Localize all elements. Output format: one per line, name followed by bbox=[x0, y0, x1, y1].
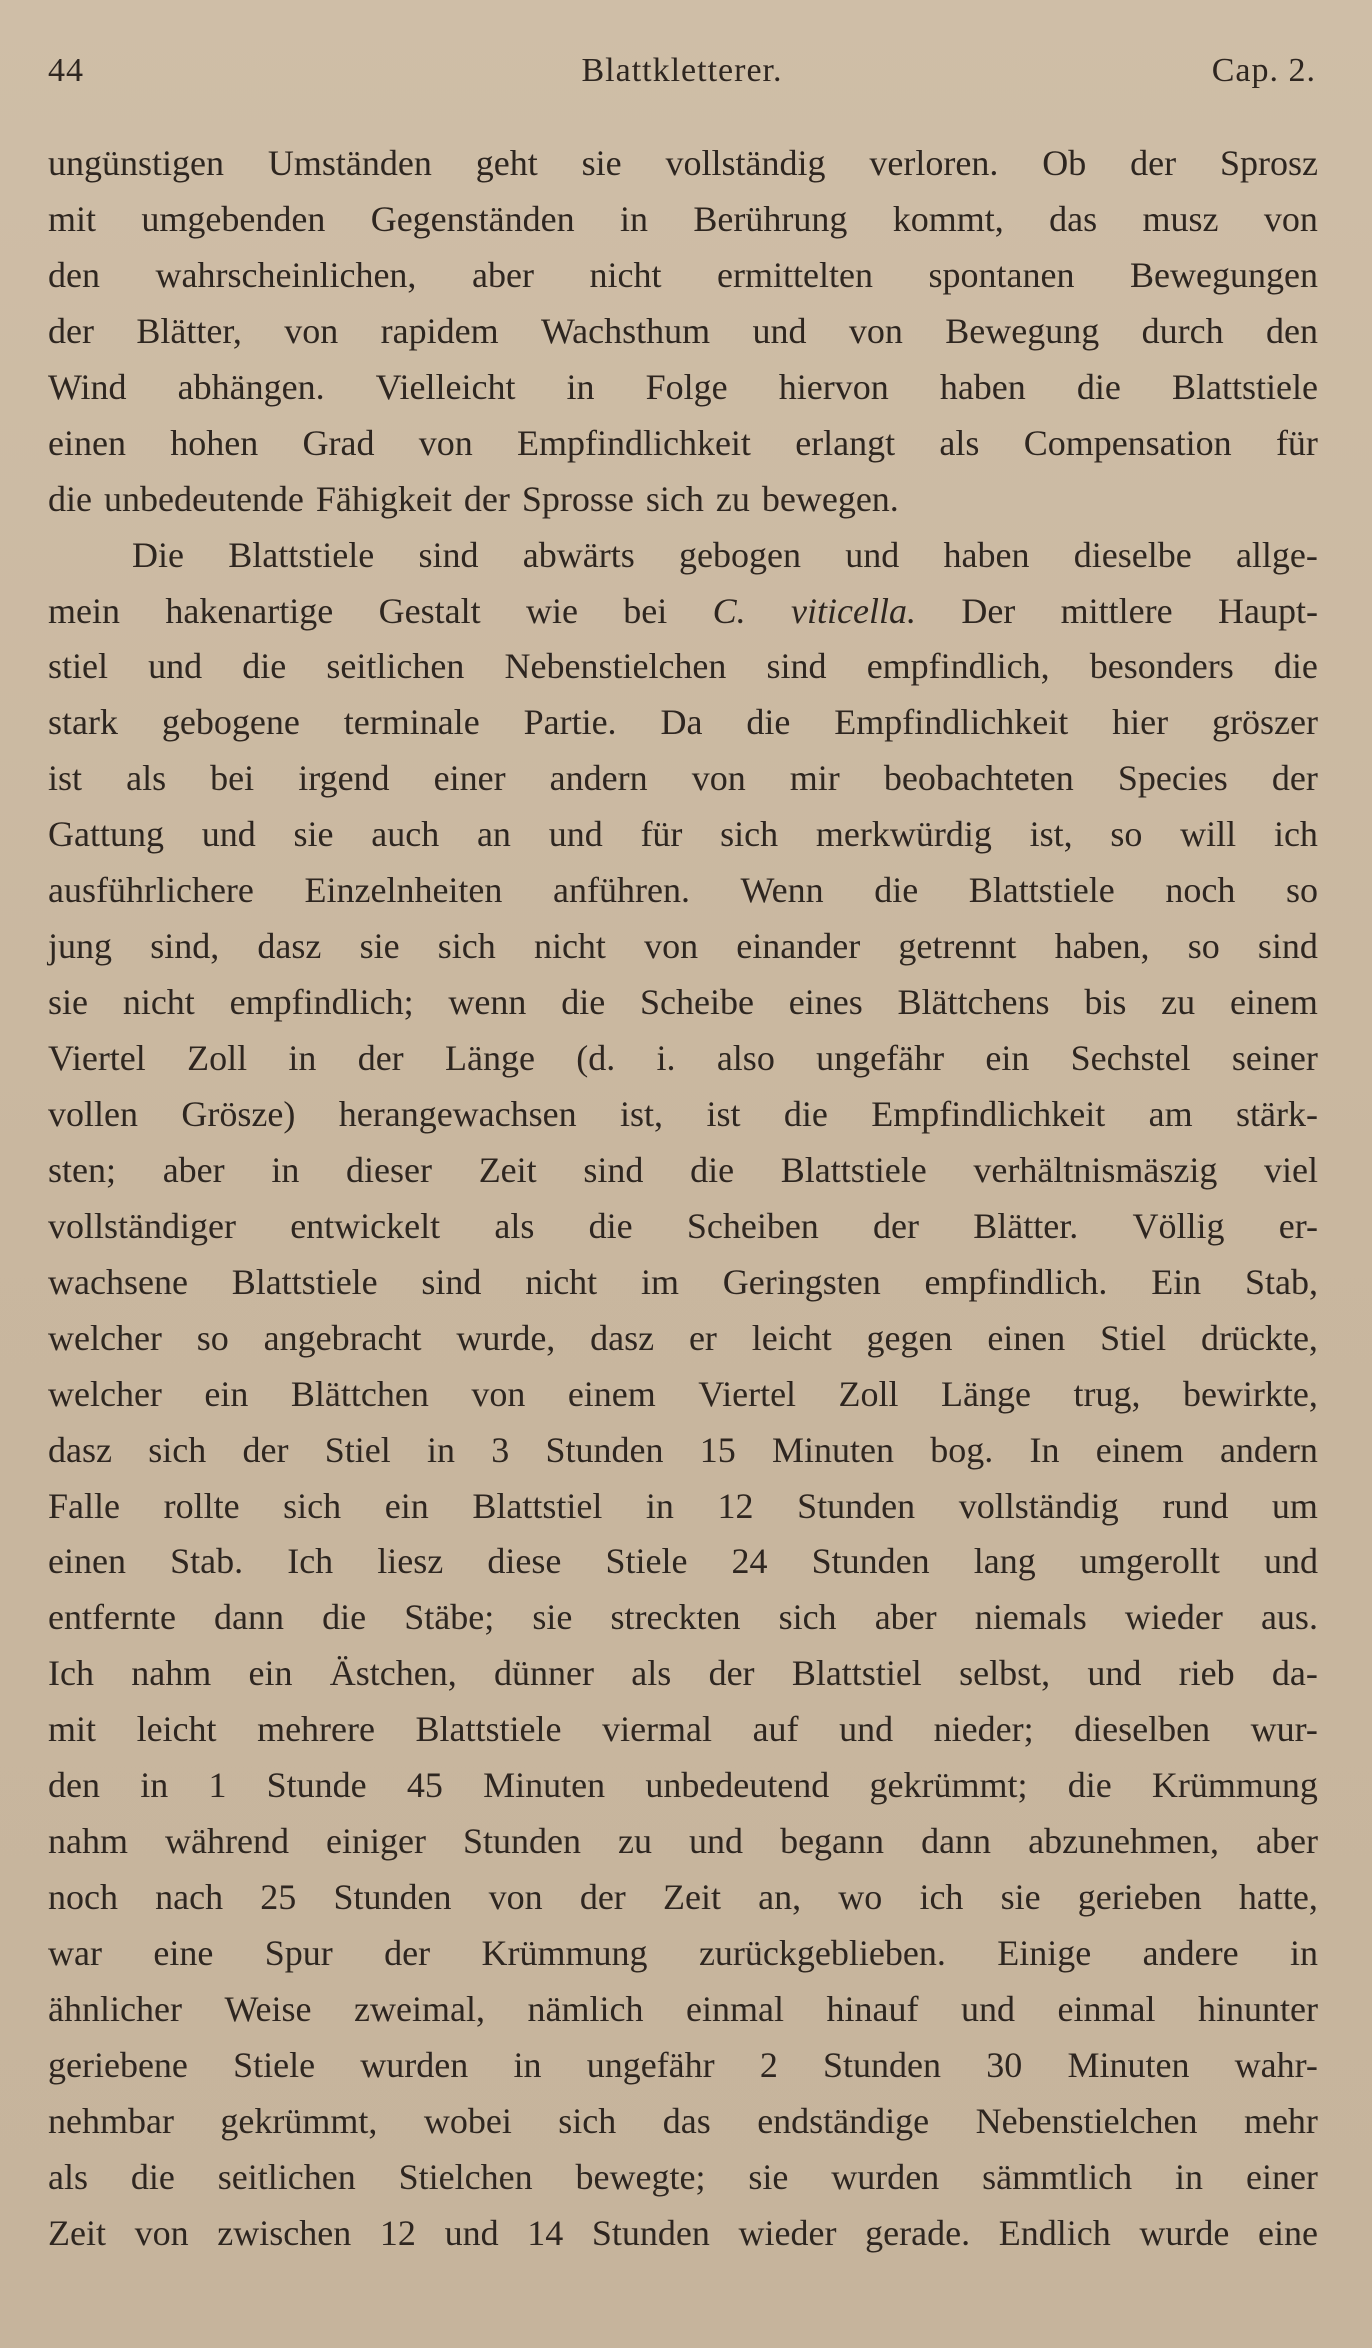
text-line: als die seitlichen Stielchen bewegte; sie wurden sämmtlich in einer bbox=[48, 2156, 1318, 2197]
text-line: entfernte dann die Stäbe; sie streckten sich aber niemals wieder aus. bbox=[48, 1597, 1318, 1638]
text-line: dasz sich der Stiel in 3 Stunden 15 Minuten bog. In einem andern bbox=[48, 1429, 1318, 1470]
text-line: wachsene Blattstiele sind nicht im Geringsten empfindlich. Ein Stab, bbox=[48, 1261, 1318, 1302]
page-header bbox=[48, 52, 1316, 102]
text-line: Wind abhängen. Vielleicht in Folge hiervon haben die Blattstiele bbox=[48, 366, 1318, 407]
text-line: jung sind, dasz sie sich nicht von einander getrennt haben, so sind bbox=[48, 926, 1318, 967]
text-line: mit umgebenden Gegenständen in Berührung kommt, das musz von bbox=[48, 198, 1318, 239]
text-line: ist als bei irgend einer andern von mir beobachteten Species der bbox=[48, 758, 1318, 799]
running-title: Blattkletterer. bbox=[581, 52, 783, 89]
text-line: einen Stab. Ich liesz diese Stiele 24 Stunden lang umgerollt und bbox=[48, 1541, 1318, 1582]
text-line: ähnlicher Weise zweimal, nämlich einmal hinauf und einmal hinunter bbox=[48, 1988, 1318, 2029]
chapter-label: Cap. 2. bbox=[1211, 52, 1316, 89]
text-line: vollen Grösze) herangewachsen ist, ist die Empfindlichkeit am stärk- bbox=[48, 1093, 1318, 1134]
text-line: sten; aber in dieser Zeit sind die Blattstiele verhältnismäszig viel bbox=[48, 1149, 1318, 1190]
text-line: die unbedeutende Fähigkeit der Sprosse sich zu bewegen. bbox=[48, 478, 899, 519]
text-line: war eine Spur der Krümmung zurückgeblieben. Einige andere in bbox=[48, 1933, 1318, 1973]
text-line: nahm während einiger Stunden zu und begann dann abzunehmen, aber bbox=[48, 1821, 1318, 1862]
text-line: der Blätter, von rapidem Wachsthum und von Bewegung durch den bbox=[48, 310, 1318, 351]
text-line: vollständiger entwickelt als die Scheiben der Blätter. Völlig er- bbox=[48, 1205, 1318, 1246]
text-line: Ich nahm ein Ästchen, dünner als der Blattstiel selbst, und rieb da- bbox=[48, 1653, 1318, 1694]
text-line: welcher so angebracht wurde, dasz er leicht gegen einen Stiel drückte, bbox=[48, 1317, 1318, 1358]
text-line: Viertel Zoll in der Länge (d. i. also ungefähr ein Sechstel seiner bbox=[48, 1038, 1318, 1078]
text-line: Gattung und sie auch an und für sich merkwürdig ist, so will ich bbox=[48, 814, 1318, 855]
text-line: ausführlichere Einzelnheiten anführen. Wenn die Blattstiele noch so bbox=[48, 870, 1318, 911]
text-line: sie nicht empfindlich; wenn die Scheibe eines Blättchens bis zu einem bbox=[48, 982, 1318, 1023]
text-line: nehmbar gekrümmt, wobei sich das endständige Nebenstielchen mehr bbox=[48, 2100, 1318, 2141]
text-line: stiel und die seitlichen Nebenstielchen sind empfindlich, besonders die bbox=[48, 646, 1318, 687]
text-line: noch nach 25 Stunden von der Zeit an, wo ich sie gerieben hatte, bbox=[48, 1877, 1318, 1918]
text-line: stark gebogene terminale Partie. Da die Empfindlichkeit hier gröszer bbox=[48, 702, 1318, 743]
text-line: den in 1 Stunde 45 Minuten unbedeutend gekrümmt; die Krümmung bbox=[48, 1765, 1318, 1806]
text-line: mein hakenartige Gestalt wie bei C. viticella. Der mittlere Haupt- bbox=[48, 590, 1318, 631]
text-line: geriebene Stiele wurden in ungefähr 2 Stunden 30 Minuten wahr- bbox=[48, 2044, 1318, 2085]
page-number: 44 bbox=[48, 52, 84, 89]
text-line: einen hohen Grad von Empfindlichkeit erlangt als Compensation für bbox=[48, 422, 1318, 463]
text-line: Falle rollte sich ein Blattstiel in 12 Stunden vollständig rund um bbox=[48, 1485, 1318, 1526]
text-line: mit leicht mehrere Blattstiele viermal auf und nieder; dieselben wur- bbox=[48, 1709, 1318, 1750]
body-text bbox=[48, 136, 1318, 2262]
text-line: Zeit von zwischen 12 und 14 Stunden wieder gerade. Endlich wurde eine bbox=[48, 2212, 1318, 2253]
text-line: Die Blattstiele sind abwärts gebogen und haben dieselbe allge- bbox=[132, 534, 1318, 575]
text-line: welcher ein Blättchen von einem Viertel Zoll Länge trug, bewirkte, bbox=[48, 1373, 1318, 1414]
text-line: ungünstigen Umständen geht sie vollständig verloren. Ob der Sprosz bbox=[48, 143, 1318, 183]
text-line: den wahrscheinlichen, aber nicht ermittelten spontanen Bewegungen bbox=[48, 254, 1318, 295]
